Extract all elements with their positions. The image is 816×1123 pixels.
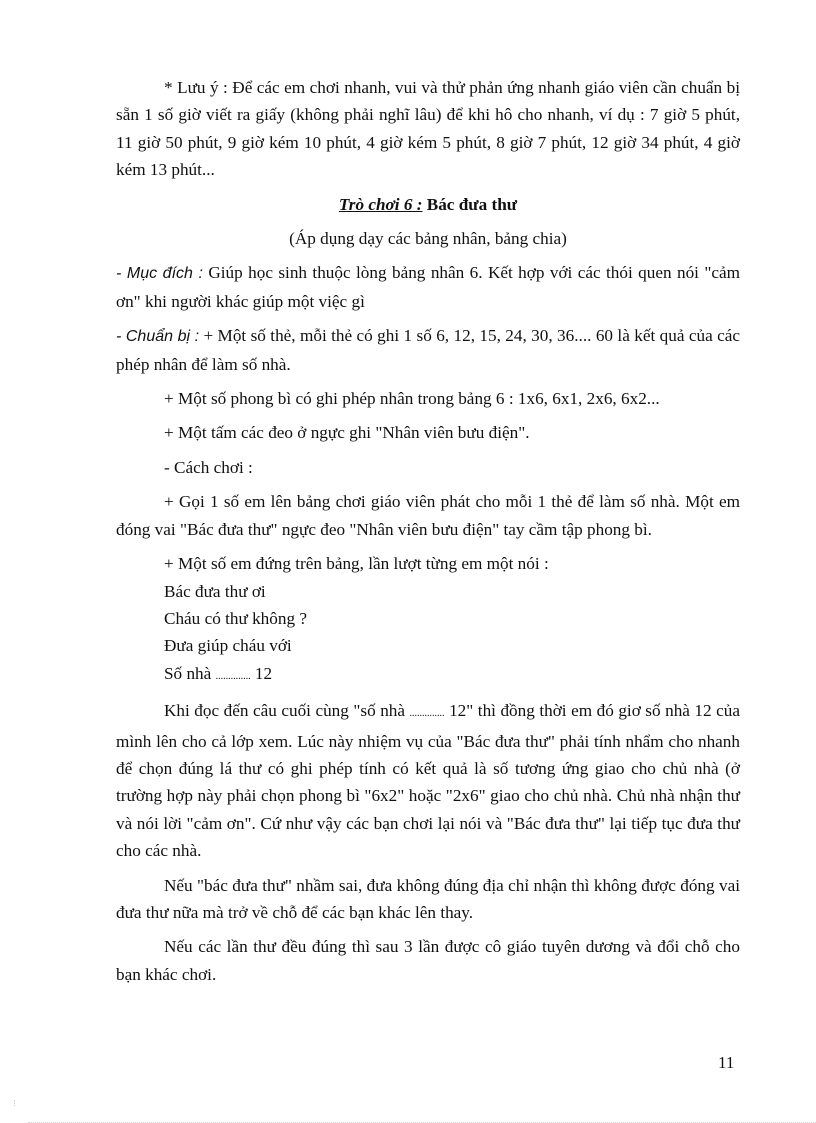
verse-line-4-dots: .............. [215, 670, 251, 682]
game-title-lead: Trò chơi 6 : [338, 194, 423, 214]
purpose-text: Giúp học sinh thuộc lòng bảng nhân 6. Kết hợp với các thói quen nói "cảm ơn" khi người khác giúp một việc gì [116, 263, 741, 311]
explanation-start: Khi đọc đến câu cuối cùng "số nhà [164, 701, 410, 721]
verse-line-4 [116, 660, 740, 690]
explanation-dots: .............. [409, 708, 445, 720]
game-title-name: Bác đưa thư [422, 194, 518, 214]
how-to-play-step-2: + Một số em đứng trên bảng, lần lượt từng em một nói : [164, 554, 549, 574]
purpose-paragraph [116, 259, 740, 315]
verse-line-2: Cháu có thư không ? [164, 608, 307, 628]
verse-line-4-end: 12 [250, 663, 273, 683]
document-page [116, 74, 740, 988]
explanation-paragraph [116, 697, 740, 864]
reward-rule-paragraph: Nếu các lần thư đều đúng thì sau 3 lần được cô giáo tuyên dương và đổi chỗ cho bạn khác chơi. [116, 937, 740, 984]
prep-label: - Chuẩn bị : [116, 328, 200, 346]
prep-paragraph [116, 322, 740, 378]
note-paragraph: * Lưu ý : Để các em chơi nhanh, vui và thử phản ứng nhanh giáo viên cần chuẩn bị sẵn 1 số giờ viết ra giấy (không phải nghĩ lâu) để khi hô cho nhanh, ví dụ : 7 giờ 5 phút, 11 giờ 50 phút, 9 giờ kém 10 phút, 4 giờ kém 5 phút, 8 giờ 7 phút, 12 giờ 34 phút, 4 giờ kém 13 phút... [116, 78, 740, 180]
how-to-play-label: - Cách chơi : [164, 457, 253, 477]
game-title [116, 191, 740, 218]
verse-line-4-start: Số nhà [164, 663, 216, 683]
purpose-label: - Mục đích : [116, 265, 203, 283]
footer-corner-mark [14, 1100, 21, 1106]
verse-line-3: Đưa giúp cháu với [164, 636, 292, 656]
explanation-rest: 12" thì đồng thời em đó giơ số nhà 12 của mình lên cho cả lớp xem. Lúc này nhiệm vụ của "Bác đưa thư" phải tính nhẩm cho nhanh để chọn đúng lá thư có ghi phép tính có kết quả là số tương ứng giao cho chủ nhà (ở trường hợp này phải chọn phong bì "6x2" hoặc "2x6" giao cho chủ nhà. Chủ nhà nhận thư và nói lời "cảm ơn". Cứ như vậy các bạn chơi lại nói và "Bác đưa thư" lại tiếp tục đưa thư cho các nhà. [116, 701, 740, 861]
how-to-play-step-1: + Gọi 1 số em lên bảng chơi giáo viên phát cho mỗi 1 thẻ để làm số nhà. Một em đóng vai "Bác đưa thư" ngực đeo "Nhân viên bưu điện" tay cầm tập phong bì. [116, 492, 740, 539]
verse-line-1: Bác đưa thư ơi [164, 581, 266, 601]
game-subtitle: (Áp dụng dạy các bảng nhân, bảng chia) [289, 229, 567, 249]
prep-text: + Một số thẻ, mỗi thẻ có ghi 1 số 6, 12, 15, 24, 30, 36.... 60 là kết quả của các phép nhân để làm số nhà. [116, 326, 740, 374]
page-number: 11 [718, 1053, 735, 1072]
prep-item-badge: + Một tấm các đeo ở ngực ghi "Nhân viên bưu điện". [164, 423, 530, 443]
mistake-rule-paragraph: Nếu "bác đưa thư" nhầm sai, đưa không đúng địa chỉ nhận thì không được đóng vai đưa thư nữa mà trở về chỗ để các bạn khác lên thay. [116, 875, 740, 922]
prep-item-envelopes: + Một số phong bì có ghi phép nhân trong bảng 6 : 1x6, 6x1, 2x6, 6x2... [164, 389, 660, 409]
